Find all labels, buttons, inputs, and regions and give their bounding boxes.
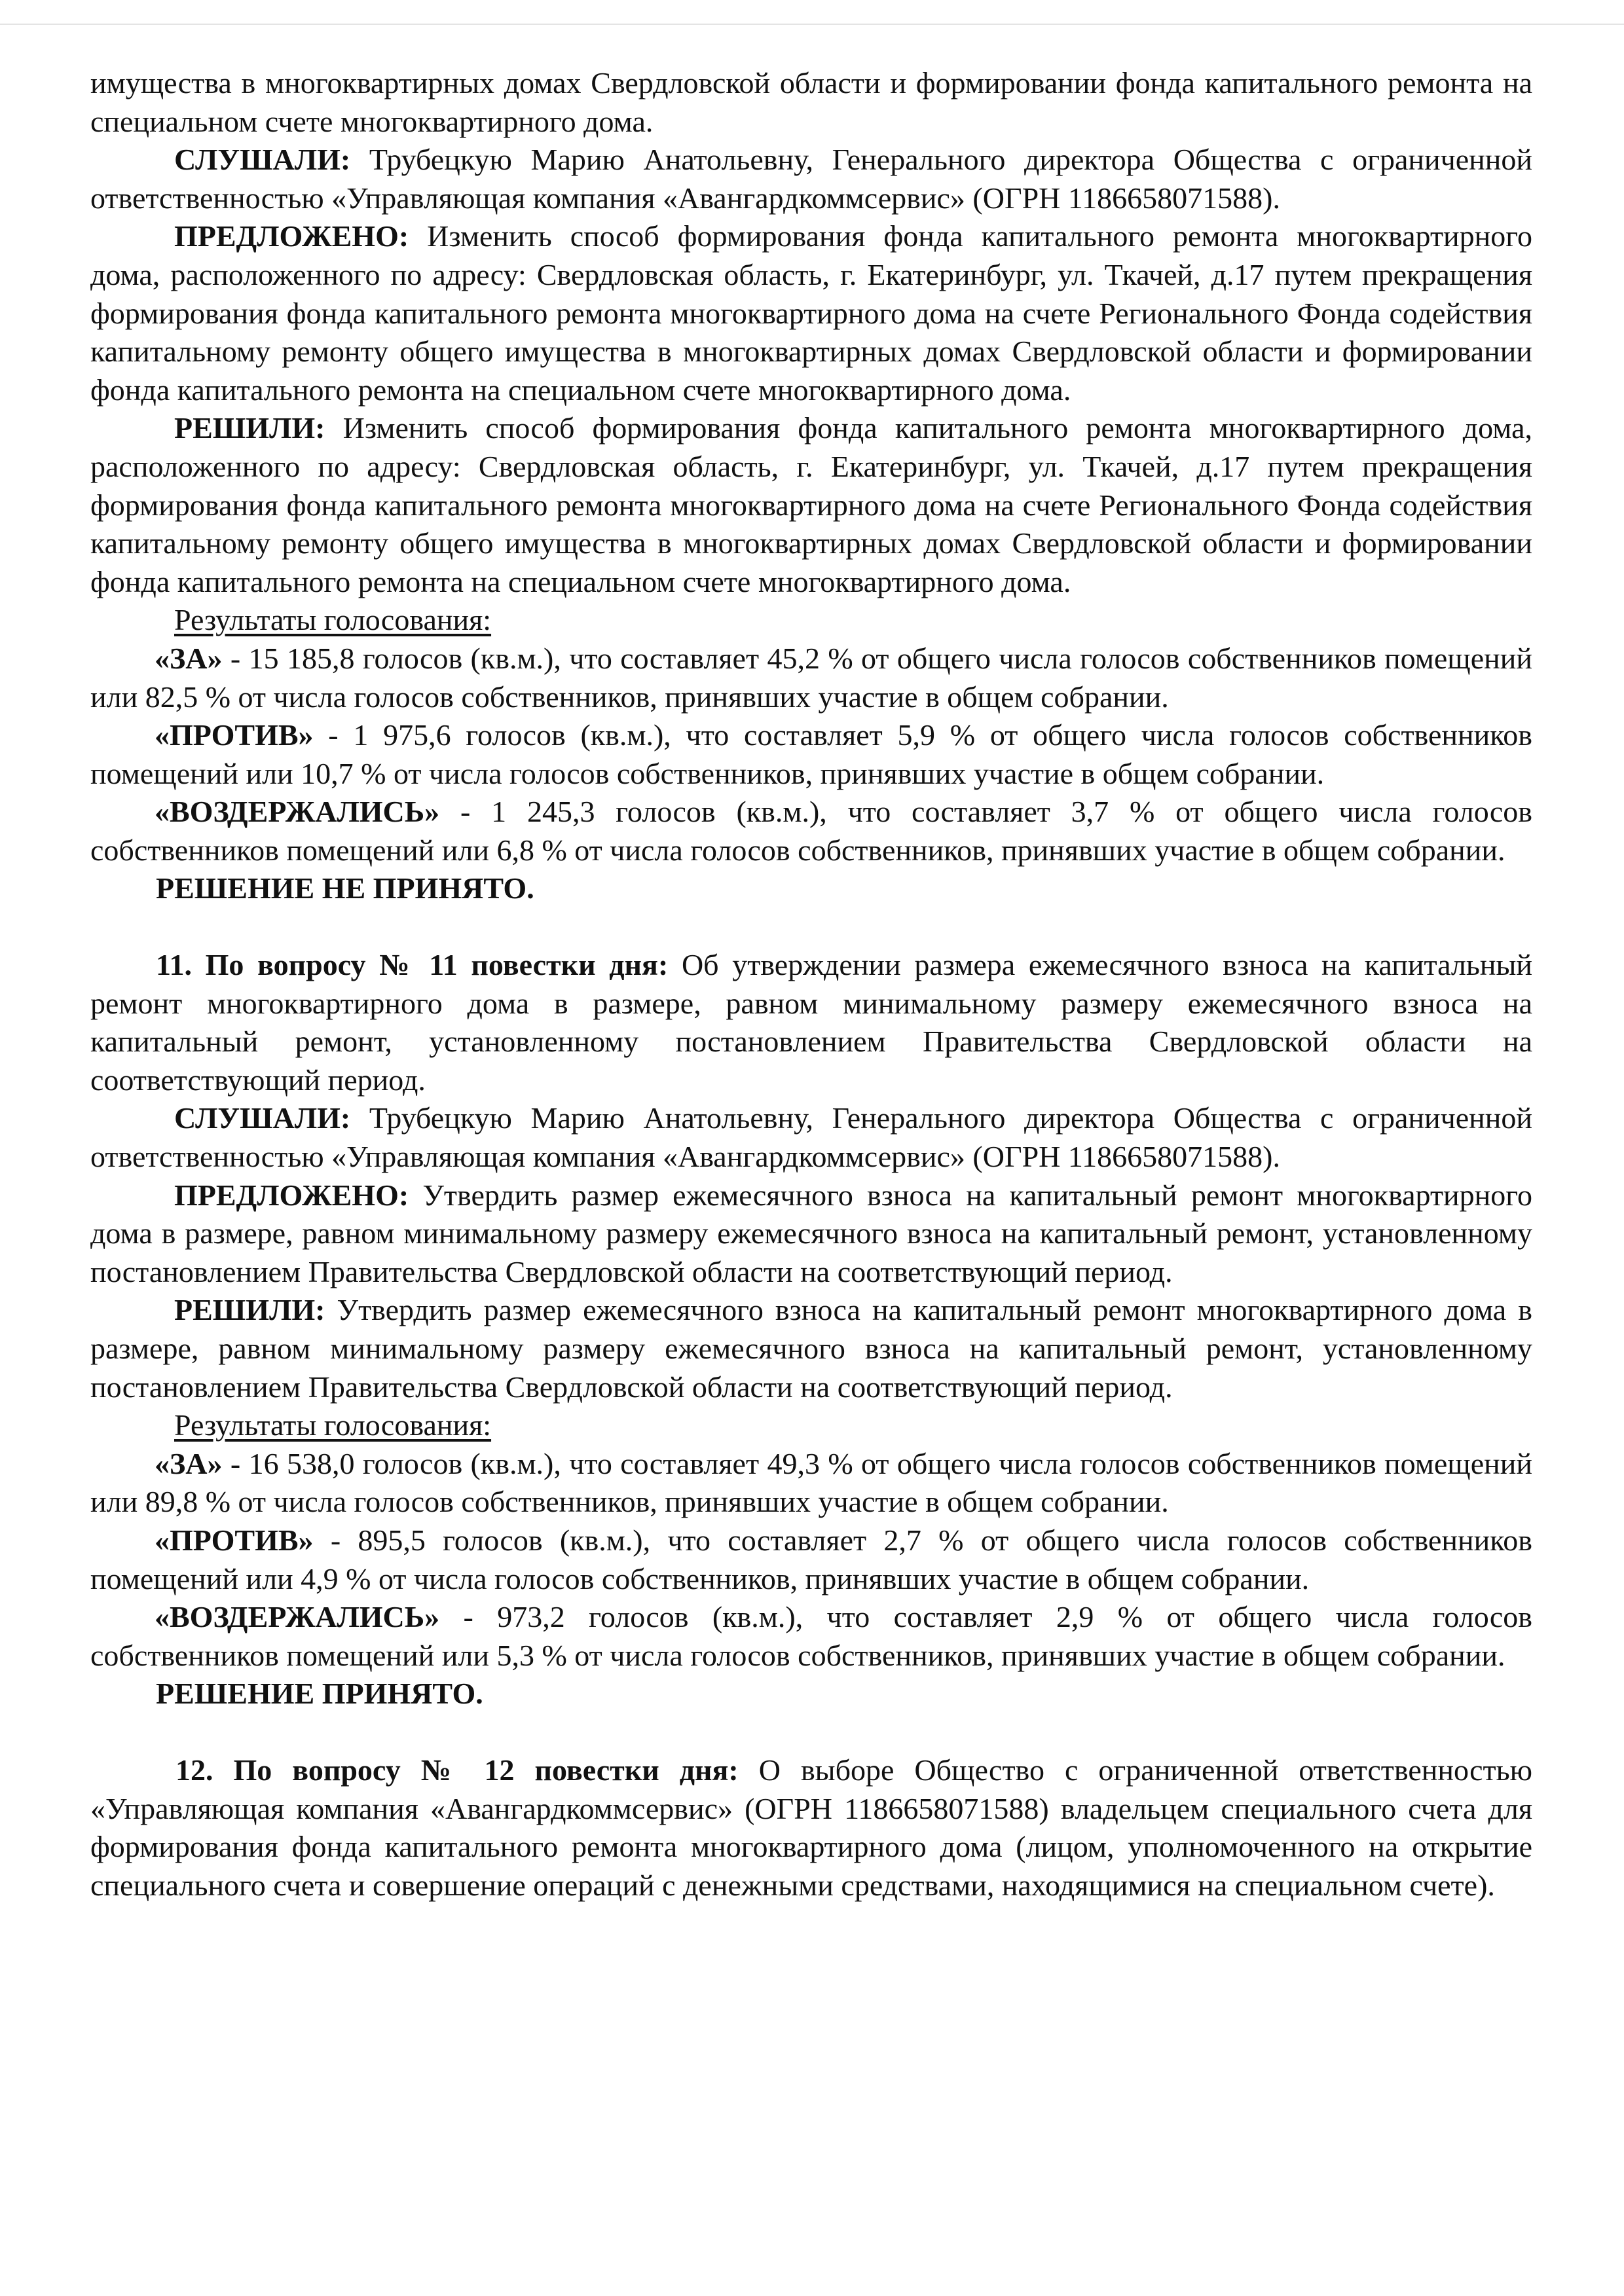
q10-decided-label: РЕШИЛИ: xyxy=(174,411,325,445)
q10-vote-for-text: - 15 185,8 голосов (кв.м.), что составляет 45,2 % от общего числа голосов собственников помещений или 82,5 % от числа голосов собственников, принявших участие в общем собрании. xyxy=(90,641,1532,714)
q11-heard-text: Трубецкую Марию Анатольевну, Генерального директора Общества с ограниченной ответственностью «Управляющая компания «Авангардкоммсервис» (ОГРН 1186658071588). xyxy=(90,1101,1532,1174)
q10-vote-against xyxy=(90,716,1532,793)
q10-vote-abstain-text: - 1 245,3 голосов (кв.м.), что составляет 3,7 % от общего числа голосов собственников помещений или 6,8 % от числа голосов собственников, принявших участие в общем собрании. xyxy=(90,795,1532,867)
q10-vote-abstain xyxy=(90,793,1532,869)
q11-title-paragraph xyxy=(90,946,1532,1099)
q10-heard-text: Трубецкую Марию Анатольевну, Генерального директора Общества с ограниченной ответственностью «Управляющая компания «Авангардкоммсервис» (ОГРН 1186658071588). xyxy=(90,143,1532,215)
q10-proposed-paragraph xyxy=(90,217,1532,409)
q11-heard-paragraph xyxy=(90,1099,1532,1176)
q10-outcome-paragraph xyxy=(90,869,1532,908)
q11-outcome: РЕШЕНИЕ ПРИНЯТО. xyxy=(156,1677,483,1711)
q10-vote-for xyxy=(90,640,1532,716)
q10-vote-for-label: «ЗА» xyxy=(155,641,223,675)
q11-results-label: Результаты голосования: xyxy=(174,1408,492,1442)
q11-decided-label: РЕШИЛИ: xyxy=(174,1293,325,1327)
q10-results-heading xyxy=(90,601,1532,640)
q12-title-label: 12. По вопросу № 12 повестки дня: xyxy=(175,1753,739,1787)
q11-vote-against xyxy=(90,1522,1532,1598)
q11-results-heading xyxy=(90,1406,1532,1445)
q11-proposed-text: Утвердить размер ежемесячного взноса на капитальный ремонт многоквартирного дома в размере, равном минимальному размеру ежемесячного взноса на капитальный ремонт, установленному постановлением Правительства Свердловской области на соответствующий период. xyxy=(90,1178,1532,1288)
q11-vote-abstain xyxy=(90,1598,1532,1675)
intro-paragraph xyxy=(90,64,1532,141)
q11-vote-against-label: «ПРОТИВ» xyxy=(155,1523,314,1557)
q10-proposed-label: ПРЕДЛОЖЕНО: xyxy=(174,219,409,253)
intro-text: имущества в многоквартирных домах Свердловской области и формировании фонда капитального ремонта на специальном счете многоквартирного дома. xyxy=(90,66,1532,138)
q10-outcome: РЕШЕНИЕ НЕ ПРИНЯТО. xyxy=(156,871,534,905)
q11-decided-text: Утвердить размер ежемесячного взноса на капитальный ремонт многоквартирного дома в размере, равном минимальному размеру ежемесячного взноса на капитальный ремонт, установленному постановлением Правительства Свердловской области на соответствующий период. xyxy=(90,1293,1532,1404)
q12-title-paragraph xyxy=(90,1751,1532,1904)
section-gap xyxy=(90,1713,1532,1751)
q11-heard-label: СЛУШАЛИ: xyxy=(174,1101,351,1135)
q10-results-label: Результаты голосования: xyxy=(174,603,492,637)
q11-title-text: Об утверждении размера ежемесячного взноса на капитальный ремонт многоквартирного дома в размере, равном минимальному размеру ежемесячного взноса на капитальный ремонт, установленному постановлением Правительства Свердловской области на соответствующий период. xyxy=(90,948,1532,1097)
q11-vote-against-text: - 895,5 голосов (кв.м.), что составляет 2,7 % от общего числа голосов собственников помещений или 4,9 % от числа голосов собственников, принявших участие в общем собрании. xyxy=(90,1523,1532,1595)
q10-vote-against-label: «ПРОТИВ» xyxy=(155,718,314,752)
q11-title-label: 11. По вопросу № 11 повестки дня: xyxy=(156,948,669,982)
q11-vote-abstain-text: - 973,2 голосов (кв.м.), что составляет 2,9 % от общего числа голосов собственников помещений или 5,3 % от числа голосов собственников, принявших участие в общем собрании. xyxy=(90,1600,1532,1672)
q10-vote-abstain-label: «ВОЗДЕРЖАЛИСЬ» xyxy=(155,795,440,829)
q11-proposed-label: ПРЕДЛОЖЕНО: xyxy=(174,1178,409,1212)
q11-outcome-paragraph xyxy=(90,1675,1532,1713)
q11-vote-abstain-label: «ВОЗДЕРЖАЛИСЬ» xyxy=(155,1600,440,1634)
q11-vote-for xyxy=(90,1445,1532,1522)
q10-decided-text: Изменить способ формирования фонда капитального ремонта многоквартирного дома, расположенного по адресу: Свердловская область, г. Екатеринбург, ул. Ткачей, д.17 путем прекращения формирования фонда капитального ремонта многоквартирного дома на счете Регионального Фонда содействия капитальному ремонту общего имущества в многоквартирных домах Свердловской области и формировании фонда капитального ремонта на специальном счете многоквартирного дома. xyxy=(90,411,1532,598)
q11-proposed-paragraph xyxy=(90,1176,1532,1292)
q11-vote-for-label: «ЗА» xyxy=(155,1446,223,1480)
q12-title-text: О выборе Общество с ограниченной ответственностью «Управляющая компания «Авангардкоммсервис» (ОГРН 1186658071588) владельцем специального счета для формирования фонда капитального ремонта многоквартирного дома (лицом, уполномоченного на открытие специального счета и совершение операций с денежными средствами, находящимися на специальном счете). xyxy=(90,1753,1533,1902)
q11-decided-paragraph xyxy=(90,1291,1532,1406)
q10-vote-against-text: - 1 975,6 голосов (кв.м.), что составляет 5,9 % от общего числа голосов собственников помещений или 10,7 % от числа голосов собственников, принявших участие в общем собрании. xyxy=(90,718,1532,790)
q11-vote-for-text: - 16 538,0 голосов (кв.м.), что составляет 49,3 % от общего числа голосов собственников помещений или 89,8 % от числа голосов собственников, принявших участие в общем собрании. xyxy=(90,1446,1532,1519)
q10-decided-paragraph xyxy=(90,409,1532,601)
document-page xyxy=(90,64,1532,1904)
section-gap xyxy=(90,908,1532,946)
q10-heard-label: СЛУШАЛИ: xyxy=(174,143,351,177)
scan-edge-line xyxy=(0,24,1624,25)
q10-heard-paragraph xyxy=(90,141,1532,217)
q10-proposed-text: Изменить способ формирования фонда капитального ремонта многоквартирного дома, расположенного по адресу: Свердловская область, г. Екатеринбург, ул. Ткачей, д.17 путем прекращения формирования фонда капитального ремонта многоквартирного дома на счете Регионального Фонда содействия капитальному ремонту общего имущества в многоквартирных домах Свердловской области и формировании фонда капитального ремонта на специальном счете многоквартирного дома. xyxy=(90,219,1532,407)
